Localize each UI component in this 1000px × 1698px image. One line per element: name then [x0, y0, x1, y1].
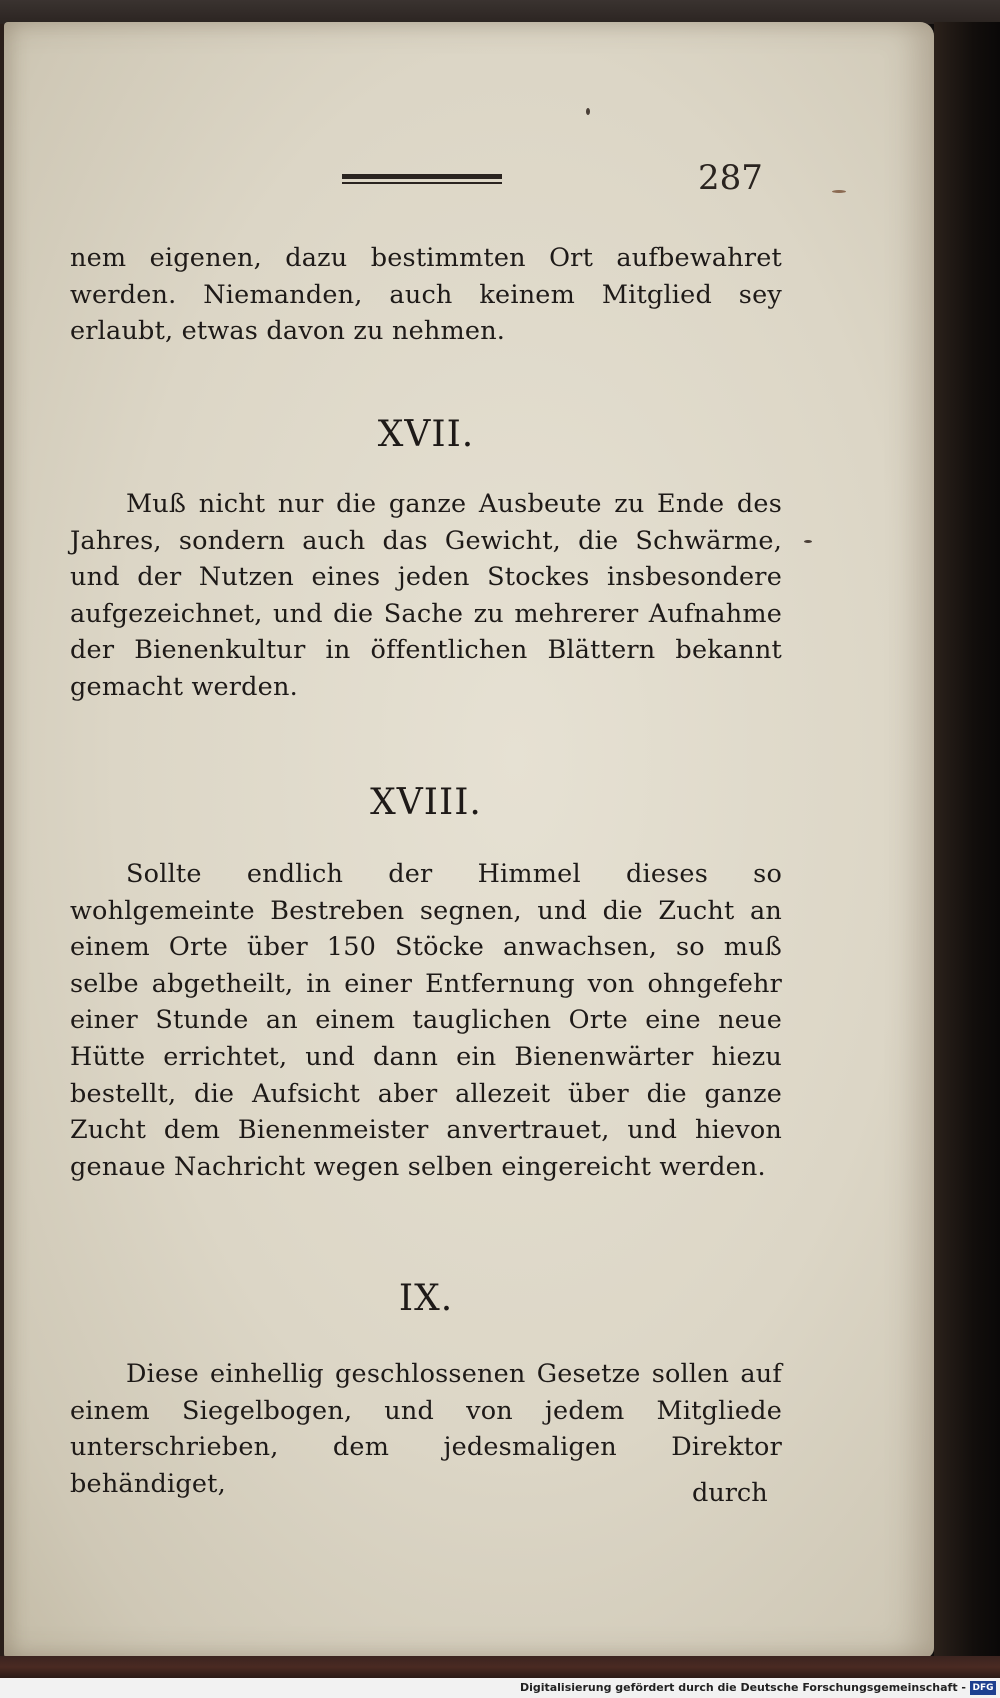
- section-heading-xviii: XVIII.: [370, 782, 482, 823]
- dfg-logo-icon: DFG: [970, 1681, 996, 1695]
- bottom-book-edge: [0, 1656, 1000, 1678]
- header-rule-thick: [342, 174, 502, 179]
- paper-speck: [804, 540, 812, 543]
- section-text-xviii: Sollte endlich der Himmel dieses so wohlgemeinte Bestreben segnen, und die Zucht an einem Orte über 150 Stöcke anwachsen, so muß selbe abgetheilt, in einer Entfernung von ohngefehr einer Stunde an einem tauglichen Orte eine neue Hütte errichtet, und dann ein Bienenwärter hiezu bestellt, die Aufsicht aber allezeit über die ganze Zucht dem Bienenmeister anvertrauet, und hievon genaue Nachricht wegen selben eingereicht werden.: [70, 859, 782, 1182]
- right-background: [934, 22, 1000, 1662]
- section-heading-ix: IX.: [398, 1278, 454, 1319]
- section-heading-xvii: XVII.: [377, 414, 475, 455]
- section-text-ix: Diese einhellig geschlossenen Gesetze sollen auf einem Siegelbogen, und von jedem Mitgliede unterschrieben, dem jedesmaligen Direktor behändiget,: [70, 1359, 782, 1499]
- catchword: durch: [692, 1478, 768, 1508]
- header-rule-thin: [342, 182, 502, 184]
- paper-speck: [832, 190, 846, 193]
- intro-paragraph: nem eigenen, dazu bestimmten Ort aufbewahret werden. Niemanden, auch keinem Mitglied sey erlaubt, etwas davon zu nehmen.: [70, 243, 782, 347]
- page-number: 287: [698, 158, 763, 198]
- section-text-xvii: Muß nicht nur die ganze Ausbeute zu Ende des Jahres, sondern auch das Gewicht, die Schwärme, und der Nutzen eines jeden Stockes insbesondere aufgezeichnet, und die Sache zu mehrerer Aufnahme der Bienenkultur in öffentlichen Blättern bekannt gemacht werden.: [70, 489, 782, 702]
- top-book-edge: [0, 0, 1000, 24]
- footer-credit: Digitalisierung gefördert durch die Deutsche Forschungsgemeinschaft -: [519, 1681, 966, 1694]
- paper-speck: [586, 108, 590, 115]
- header-rule: [342, 174, 502, 184]
- digitization-footer: [0, 1678, 1000, 1698]
